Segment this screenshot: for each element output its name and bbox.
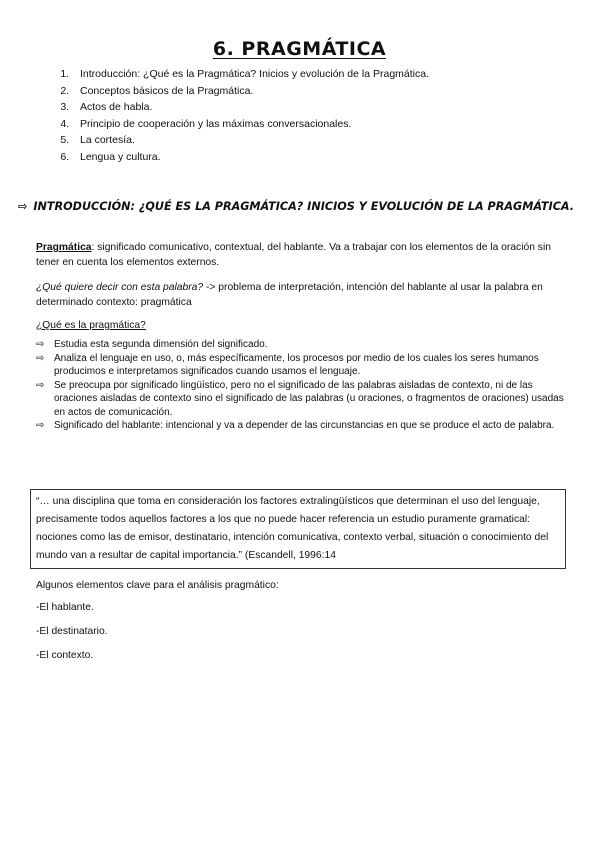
element-item: -El contexto. <box>36 650 94 661</box>
arrow-right-icon: ⇨ <box>18 200 28 213</box>
question-text: -> problema de interpretación, intención del hablante al usar la palabra en determinado contexto: pragmática <box>36 282 543 308</box>
quote-text: “… una disciplina que toma en consideración los factores extralingüísticos que determinan el uso del lenguaje, precisamente todos aquellos factores a los que no puede hacer referencia un estudio puramente gramatical: nociones como las de emisor, destinatario, intención comunicativa, contexto verbal, situación o conocimiento del mundo van a resultar de capital importancia.” (Escandell, 1996:14 <box>36 496 549 561</box>
arrow-right-icon: ⇨ <box>36 420 45 431</box>
page-title: 6. PRAGMÁTICA <box>212 38 387 60</box>
section-heading-text: INTRODUCCIÓN: ¿QUÉ ES LA PRAGMÁTICA? INICIOS Y EVOLUCIÓN DE LA PRAGMÁTICA. <box>33 200 575 213</box>
toc-item: 1. Introducción: ¿Qué es la Pragmática? Inicios y evolución de la Pragmática. <box>72 66 429 83</box>
elements-intro: Algunos elementos clave para el análisis pragmático: <box>36 580 279 591</box>
table-of-contents <box>36 66 429 166</box>
list-item-text: Se preocupa por significado lingüístico, pero no el significado de las palabras aisladas de contexto, ni de las oraciones aisladas de contexto sino el significado de las palabras (u oraciones, o fragmentos de oraciones) usadas en actos de comunicación. <box>54 379 564 418</box>
bullet-list <box>36 338 566 433</box>
arrow-right-icon: ⇨ <box>36 339 45 350</box>
list-item <box>36 338 566 352</box>
question-italic: ¿Qué quiere decir con esta palabra? <box>36 282 204 293</box>
list-item <box>36 352 566 379</box>
list-item <box>36 379 566 420</box>
definition-paragraph <box>36 240 564 270</box>
element-item: -El destinatario. <box>36 626 108 637</box>
toc-item: 3. Actos de habla. <box>72 99 429 116</box>
toc-item: 2. Conceptos básicos de la Pragmática. <box>72 83 429 100</box>
arrow-right-icon: ⇨ <box>36 352 45 364</box>
definition-term: Pragmática <box>36 242 92 253</box>
toc-item: 4. Principio de cooperación y las máximas conversacionales. <box>72 116 429 133</box>
list-item-text: Significado del hablante: intencional y va a depender de las circunstancias en que se produce el acto de palabra. <box>54 420 555 431</box>
toc-item: 5. La cortesía. <box>72 132 429 149</box>
arrow-right-icon: ⇨ <box>36 379 45 391</box>
list-item-text: Estudia esta segunda dimensión del significado. <box>54 339 268 350</box>
toc-item: 6. Lengua y cultura. <box>72 149 429 166</box>
subheading: ¿Qué es la pragmática? <box>36 320 146 331</box>
element-item: -El hablante. <box>36 602 94 613</box>
section-heading <box>18 200 588 213</box>
definition-text: : significado comunicativo, contextual, del hablante. Va a trabajar con los elementos de la oración sin tener en cuenta los elementos externos. <box>36 242 551 268</box>
quote-box <box>30 489 566 569</box>
list-item <box>36 419 566 433</box>
question-paragraph <box>36 280 564 310</box>
list-item-text: Analiza el lenguaje en uso, o, más específicamente, los procesos por medio de los cuales los seres humanos producimos e interpretamos significados cuando usamos el lenguaje. <box>54 352 539 377</box>
